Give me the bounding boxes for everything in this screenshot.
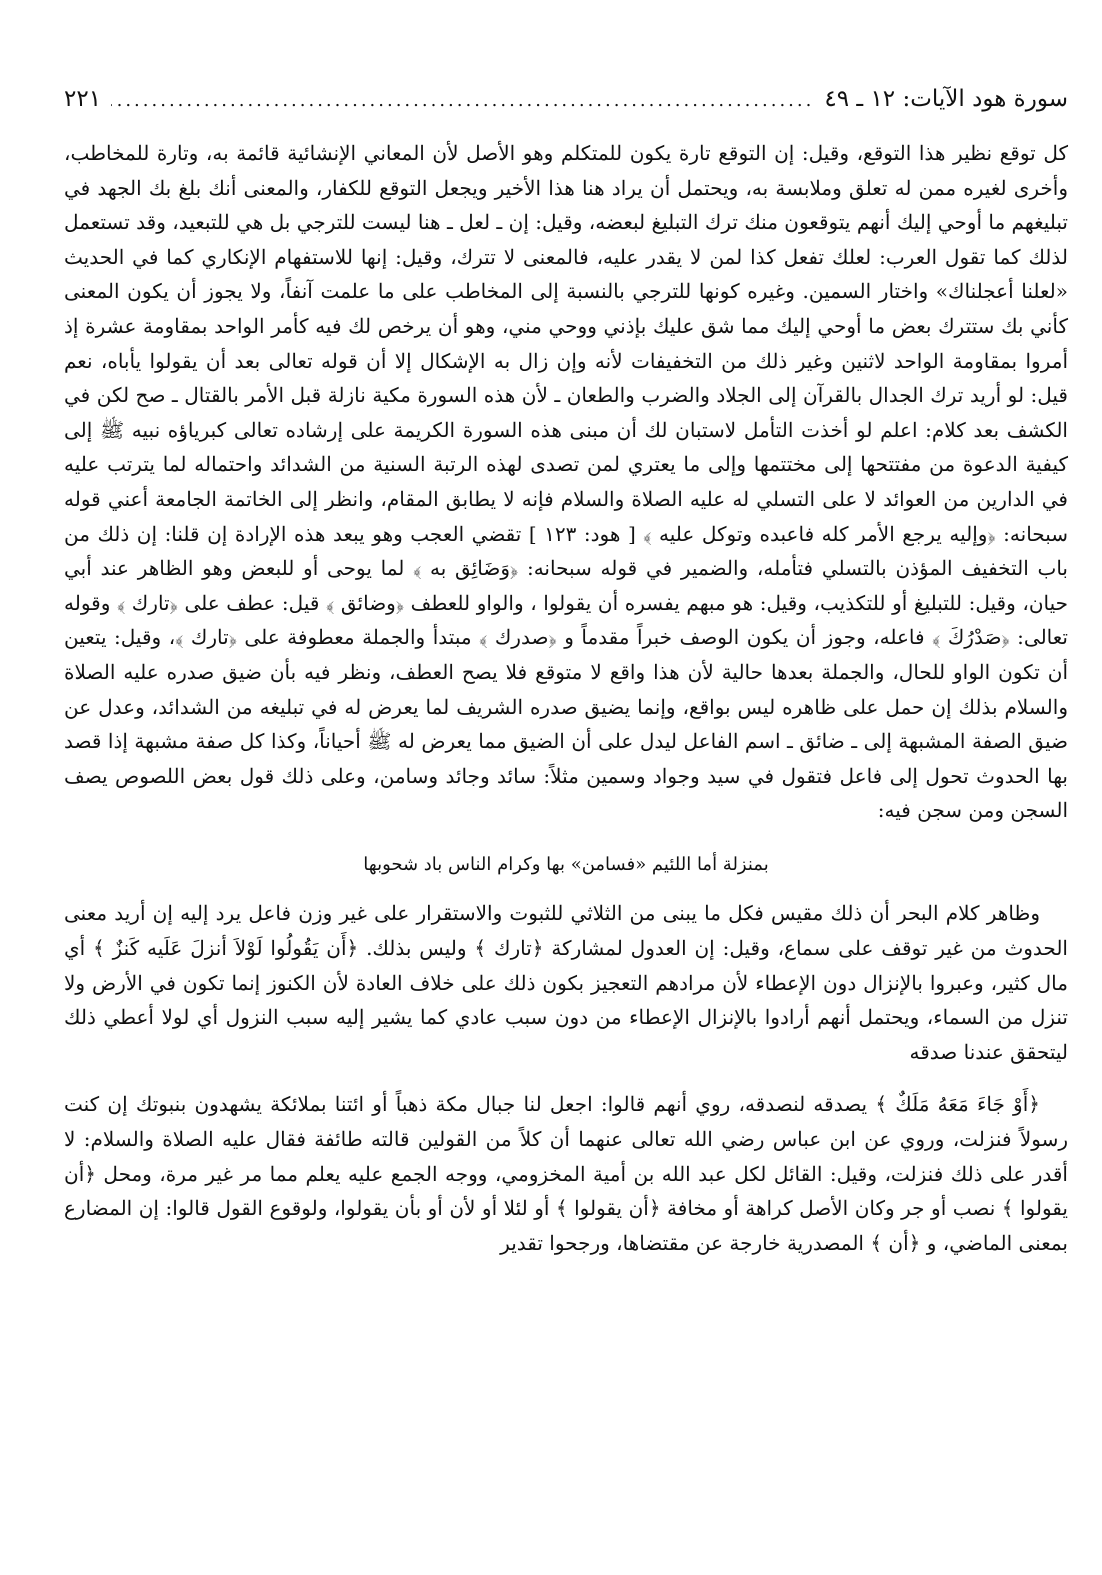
body-paragraph: كل توقع نظير هذا التوقع، وقيل: إن التوقع تارة يكون للمتكلم وهو الأصل لأن المعاني الإنشائية قائمة به، وتارة للمخاطب، وأخرى لغيره ممن له تعلق وملابسة به، ويحتمل أن يراد هنا هذا الأخير ويجعل التوقع للكفار، والمعنى أنك بلغ بك الجهد في تبليغهم ما أوحي إليك أنهم يتوقعون منك ترك التبليغ لبعضه، وقيل: إن ـ لعل ـ هنا ليست للترجي بل هي للتبعيد، وقد تستعمل لذلك كما تقول العرب: لعلك تفعل كذا لمن لا يقدر عليه، فالمعنى لا تترك، وقيل: إنها للاستفهام الإنكاري كما في الحديث «لعلنا أعجلناك» واختار السمين. وغيره كونها للترجي بالنسبة إلى المخاطب على ما علمت آنفاً، ولا يجوز أن يكون المعنى كأني بك ستترك بعض ما أوحي إليك مما شق عليك بإذني ووحي مني، وهو أن يرخص لك فيه كأمر الواحد بمقاومة عشرة إذ أمروا بمقاومة الواحد لاثنين وغير ذلك من التخفيفات لأنه وإن زال به الإشكال إلا أن قوله تعالى بعد أن يقولوا يأباه، نعم قيل: لو أريد ترك الجدال بالقرآن إلى الجلاد والضرب والطعان ـ لأن هذه السورة مكية نازلة قبل الأمر بالقتال ـ صح لكن في الكشف بعد كلام: اعلم لو أخذت التأمل لاستبان لك أن مبنى هذه السورة الكريمة على إرشاده تعالى كبرياؤه نبيه ﷺ إلى كيفية الدعوة من مفتتحها إلى مختتمها وإلى ما يعتري لمن تصدى لهذه الرتبة السنية من الشدائد واحتماله لما يترتب عليه في الدارين من العوائد لا على التسلي له عليه الصلاة والسلام فإنه لا يطابق المقام، وانظر إلى الخاتمة الجامعة أعني قوله سبحانه: ﴿وإليه يرجع الأمر كله فاعبده وتوكل عليه ﴾ [ هود: ١٢٣ ] تقضي العجب وهو يبعد هذه الإرادة إن قلنا: إن ذلك من باب التخفيف المؤذن بالتسلي فتأمله، والضمير في قوله سبحانه: ﴿وَضَائِق به ﴾ لما يوحى أو للبعض وهو الظاهر عند أبي حيان، وقيل: للتبليغ أو للتكذيب، وقيل: هو مبهم يفسره أن يقولوا ، والواو للعطف ﴿وضائق ﴾ قيل: عطف على ﴿تارك ﴾ وقوله تعالى: ﴿صَدْرُكَ ﴾ فاعله، وجوز أن يكون الوصف خبراً مقدماً و ﴿صدرك ﴾ مبتدأ والجملة معطوفة على ﴿تارك ﴾، وقيل: يتعين أن تكون الواو للحال، والجملة بعدها حالية لأن هذا واقع لا متوقع فلا يصح العطف، ونظر فيه بأن ضيق صدره عليه الصلاة والسلام بذلك إن حمل على ظاهره ليس بواقع، وإنما يضيق صدره الشريف لما يعرض له في تبليغه من الشدائد، وعدل عن ضيق الصفة المشبهة إلى ـ ضائق ـ اسم الفاعل ليدل على أن الضيق مما يعرض له ﷺ أحياناً، وكذا كل صفة مشبهة إذا قصد بها الحدوث تحول إلى فاعل فتقول في سيد وجواد وسمين مثلاً: سائد وجائد وسامن، وعلى ذلك قول بعض اللصوص يصف السجن ومن سجن فيه: [64, 141, 1068, 823]
body-paragraph: ﴿أَوْ جَاءَ مَعَهُ مَلَكٌ ﴾ يصدقه لنصدقه، روي أنهم قالوا: اجعل لنا جبال مكة ذهباً أو ائتنا بملائكة يشهدون بنبوتك إن كنت رسولاً فنزلت، وروي عن ابن عباس رضي الله تعالى عنهما أن كلاً من القولين قالته طائفة فقال عليه الصلاة والسلام: لا أقدر على ذلك فنزلت، وقيل: القائل لكل عبد الله بن أمية المخزومي، ووجه الجمع عليه يعلم مما مر غير مرة، ومحل ﴿أن يقولوا ﴾ نصب أو جر وكان الأصل كراهة أو مخافة ﴿أن يقولوا ﴾ أو لئلا أو لأن أو بأن يقولوا، ولوقوع القول قالوا: إن المضارع بمعنى الماضي، و ﴿أن ﴾ المصدرية خارجة عن مقتضاها، ورجحوا تقدير [64, 1092, 1068, 1255]
page-number: ٢٢١ [64, 86, 102, 112]
header-leader-dots [111, 90, 814, 111]
header-title: سورة هود الآيات: ١٢ ـ ٤٩ [824, 86, 1068, 112]
page-body [64, 136, 1068, 1260]
body-paragraph: وظاهر كلام البحر أن ذلك مقيس فكل ما يبنى من الثلاثي للثبوت والاستقرار على غير وزن فاعل يرد إليه إن أريد معنى الحدوث من غير توقف على سماع، وقيل: إن العدول لمشاركة ﴿تارك ﴾ وليس بذلك. ﴿أَن يَقُولُوا لَوْلاَ أنزلَ عَلَيه كَنزٌ ﴾ أي مال كثير، وعبروا بالإنزال دون الإعطاء لأن مرادهم التعجيز بكون ذلك على خلاف العادة لأن الكنوز إنما تكون في الأرض ولا تنزل من السماء، ويحتمل أنهم أرادوا بالإنزال الإعطاء من دون سبب عادي كما يشير إليه سبب النزول أي لولا أعطي ذلك ليتحقق عندنا صدقه [64, 901, 1068, 1064]
running-header [64, 86, 1068, 122]
poetry-verse: بمنزلة أما اللئيم «فسامن» بها وكرام الناس باد شحوبها [363, 853, 769, 875]
paragraph-gap [64, 1069, 1068, 1087]
